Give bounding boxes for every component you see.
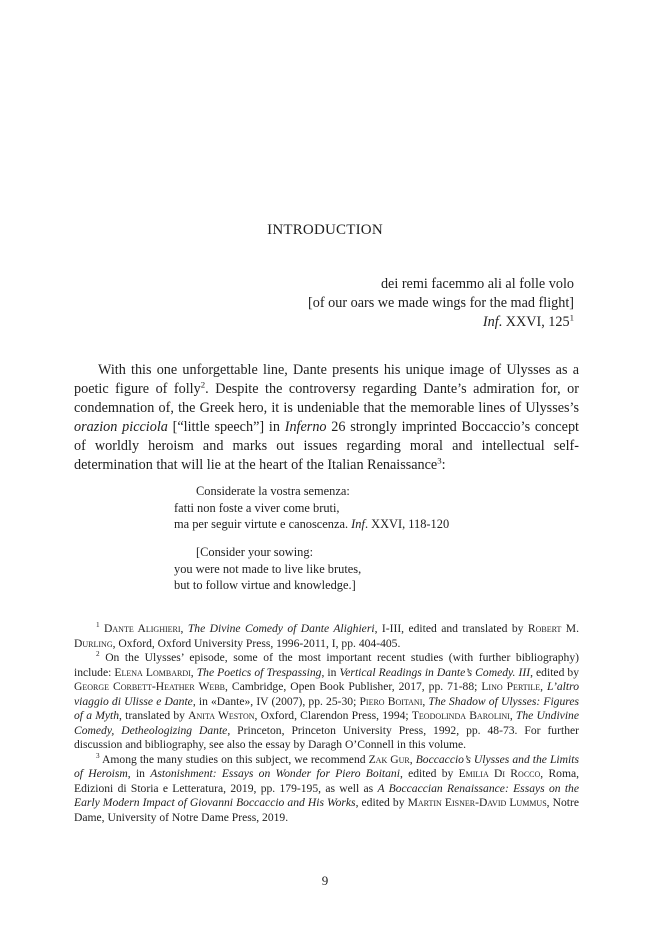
footnotes	[74, 622, 579, 825]
footnote-text: Among the many studies on this subject, we recommend	[102, 752, 369, 766]
author-name: Lino Pertile	[481, 680, 541, 693]
epigraph-line-italian: dei remi facemmo ali al folle volo	[380, 276, 574, 292]
author-name: George Corbett-Heather Webb	[74, 680, 225, 693]
epigraph-source	[308, 313, 574, 332]
verse-line: fatti non foste a viver come bruti,	[174, 500, 340, 515]
italic-term: Inferno	[284, 419, 327, 435]
author-name: Robert M. Durling	[74, 622, 579, 650]
body-text: :	[441, 457, 446, 473]
verse-quotation-english	[174, 544, 361, 594]
verse-source-work: Inf	[351, 517, 365, 531]
footnote-text: , edited by	[355, 796, 408, 809]
verse-line	[174, 516, 449, 533]
verse-line: Considerate la vostra semenza:	[196, 484, 350, 498]
work-title: The Shadow of Ulysses: Figures of a Myth	[74, 694, 579, 722]
footnote-text: , edited by	[399, 767, 459, 780]
verse-quotation-italian	[174, 483, 449, 533]
footnote-text: , I-III, edited and translated by	[374, 622, 528, 635]
footnote-text: , Cambridge, Open Book Publisher, 2017, pp. 71-88;	[225, 680, 482, 693]
footnote-text: ,	[180, 622, 188, 635]
footnote-ref-1[interactable]: 1	[569, 312, 574, 323]
footnote-text: , in	[321, 665, 340, 679]
work-title: Boccaccio’s Ulysses and the Limits of Heroism	[74, 752, 579, 780]
footnote-text: On the Ulysses’ episode, some of the most important recent studies (with further bibliography) include:	[74, 651, 580, 679]
author-name: Emilia Di Rocco	[458, 767, 541, 780]
epigraph-line-english: [of our oars we made wings for the mad flight]	[308, 295, 574, 311]
work-title: Astonishment: Essays on Wonder for Piero Boitani	[150, 767, 400, 780]
epigraph-source-work: Inf	[482, 314, 499, 330]
footnote-text: ,	[409, 752, 416, 766]
work-title: A Boccaccian Renaissance: Essays on the Early Modern Impact of Giovanni Boccaccio and His Works	[74, 781, 579, 809]
footnote-1	[74, 622, 579, 651]
footnote-text: , Notre Dame, University of Notre Dame Press, 2019.	[74, 796, 580, 824]
footnote-text: ,	[540, 680, 547, 693]
footnote-ref-3[interactable]: 3	[437, 455, 442, 466]
page-number: 9	[321, 873, 329, 888]
footnote-number: 3	[96, 751, 100, 760]
work-title: The Undivine Comedy, Detheologizing Dante	[74, 709, 579, 737]
author-name: Anita Weston	[188, 709, 255, 722]
verse-text: ma per seguir virtute e canoscenza.	[174, 517, 352, 531]
verse-line: you were not made to live like brutes,	[174, 561, 362, 576]
author-name: Martin Eisner-David Lummus	[407, 796, 547, 809]
epigraph	[308, 275, 574, 332]
footnote-ref-2[interactable]: 2	[200, 379, 206, 390]
author-name: Piero Boitani	[359, 694, 423, 708]
body-text: [“little speech”] in	[167, 419, 285, 435]
verse-line: [Consider your sowing:	[196, 545, 314, 559]
work-title: The Divine Comedy of Dante Alighieri	[187, 622, 375, 635]
footnote-text: , Oxford, Clarendon Press, 1994;	[254, 709, 412, 722]
footnote-3	[74, 753, 579, 826]
footnote-text: ,	[422, 694, 429, 708]
verse-source-ref: . XXVI, 118-120	[364, 517, 450, 531]
author-name: Zak Gur	[368, 752, 410, 766]
work-title: L’altro viaggio di Ulisse e Dante	[74, 680, 579, 708]
body-text: . Despite the controversy regarding Dante’s admiration for, or condemnation of, the Greek hero, it is undeniable that the memorable lines of Ulysses’s	[74, 381, 579, 416]
work-title: The Poetics of Trespassing	[196, 665, 322, 679]
author-name: Dante Alighieri	[104, 622, 181, 635]
body-text: With this one unforgettable line, Dante presents his unique image of Ulysses as a poetic figure of folly	[74, 362, 579, 397]
body-text: 26 strongly imprinted Boccaccio’s concept of worldly heroism and marks out issues regarding moral and intellectual self-determination that will lie at the heart of the Italian Renaissance	[74, 419, 580, 473]
footnote-text: , in «Dante», IV (2007), pp. 25-30;	[192, 694, 360, 708]
chapter-heading: INTRODUCTION	[267, 222, 383, 238]
footnote-number: 1	[96, 621, 100, 630]
author-name: Elena Lombardi	[114, 665, 191, 679]
footnote-text: , Princeton, Princeton University Press, 1992, pp. 48-73. For further discussion and bibliography, see also the essay by Daragh O’Connell in this volume.	[74, 723, 579, 751]
footnote-text: ,	[190, 665, 197, 679]
author-name: Teodolinda Barolini	[411, 709, 510, 722]
epigraph-source-ref: . XXVI, 125	[498, 314, 570, 330]
body-paragraph	[74, 361, 579, 475]
italic-term: orazion picciola	[74, 419, 168, 435]
footnote-text: ,	[509, 709, 516, 722]
footnote-number: 2	[96, 650, 100, 659]
footnote-2	[74, 651, 579, 753]
footnote-text: , edited by	[530, 665, 580, 679]
verse-line: but to follow virtue and knowledge.]	[174, 578, 356, 592]
footnote-text: , Roma, Edizioni di Storia e Letteratura, 2019, pp. 179-195, as well as	[74, 767, 580, 795]
footnote-text: , in	[127, 767, 151, 780]
footnote-text: , Oxford, Oxford University Press, 1996-2011, I, pp. 404-405.	[112, 636, 401, 650]
footnote-text: , translated by	[119, 709, 189, 722]
work-title: Vertical Readings in Dante’s Comedy. III	[339, 665, 531, 679]
